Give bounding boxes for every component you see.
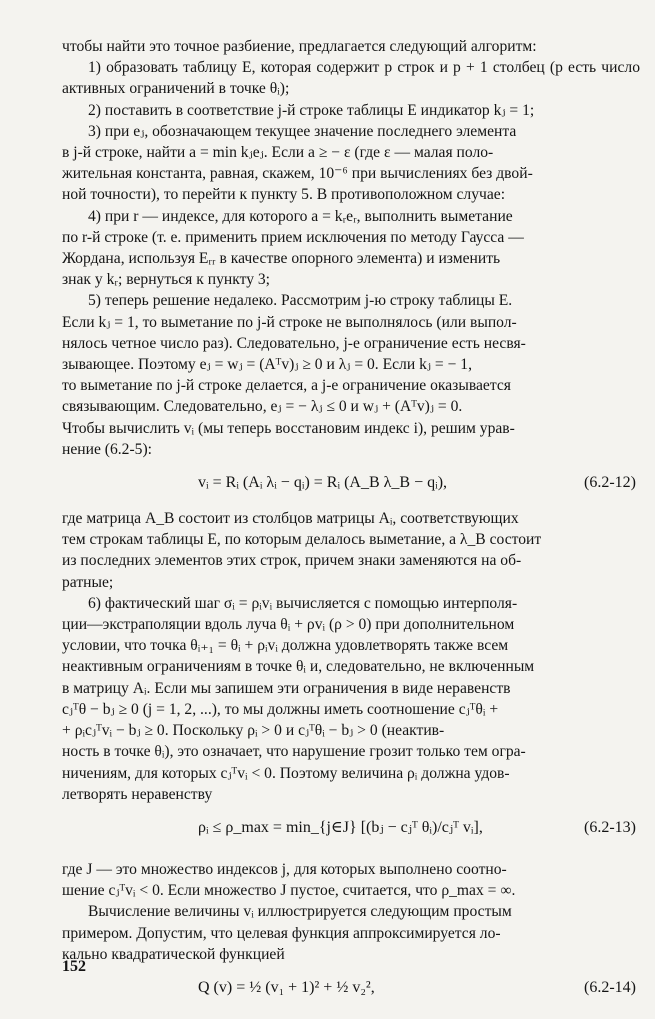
text-line: неактивным ограничениям в точке θᵢ и, следовательно, не включенным: [62, 658, 535, 676]
text-line: летворять неравенству: [62, 785, 213, 803]
text-line: кально квадратической функцией: [62, 945, 285, 963]
text-line: ничениям, для которых cⱼᵀvᵢ < 0. Поэтому величина ρᵢ должна удов-: [62, 764, 510, 782]
page-number: 152: [62, 958, 86, 975]
text-line: зывающее. Поэтому eⱼ = wⱼ = (Aᵀv)ⱼ ≥ 0 и λⱼ = 0. Если kⱼ = − 1,: [62, 356, 472, 374]
text-line: ной точности), то перейти к пункту 5. В противоположном случае:: [62, 186, 506, 204]
text-line: знак у kᵣ; вернуться к пункту 3;: [62, 271, 271, 289]
text-line: 5) теперь решение недалеко. Рассмотрим j-ю строку таблицы E.: [88, 292, 513, 310]
text-line: где J — это множество индексов j, для которых выполнено соотно-: [62, 860, 507, 878]
text-line: 1) образовать таблицу E, которая содержит p строк и p + 1 столбец (p есть число активных ограничений в точке θᵢ);: [62, 59, 640, 98]
text-line: Чтобы вычислить vᵢ (мы теперь восстановим индекс i), решим урав-: [62, 419, 515, 437]
equation-6-2-12: [62, 466, 640, 500]
text-line: в матрицу Aᵢ. Если мы запишем эти ограничения в виде неравенств: [62, 679, 511, 697]
text-line: 4) при r — индексе, для которого a = kᵣeᵣ, выполнить выметание: [88, 207, 513, 225]
equation-number: (6.2-13): [584, 818, 636, 836]
equation-6-2-14: [62, 971, 640, 1011]
text-line: условии, что точка θᵢ₊₁ = θᵢ + ρᵢvᵢ должна удовлетворять также всем: [62, 637, 509, 655]
text-line: связывающим. Следовательно, eⱼ = − λⱼ ≤ 0 и wⱼ + (Aᵀv)ⱼ = 0.: [62, 398, 463, 416]
equation-6-2-13: [62, 811, 640, 851]
text-line: жительная константа, равная, скажем, 10⁻⁶ при вычислениях без двой-: [62, 165, 533, 183]
text-line: по r-й строке (т. е. применить прием исключения по методу Гаусса —: [62, 228, 524, 246]
text-line: Вычисление величины vᵢ иллюстрируется следующим простым: [88, 903, 512, 921]
text-line: то выметание по j-й строке делается, а j-е ограничение оказывается: [62, 377, 511, 395]
equation-body: Q (v) = ½ (v₁ + 1)² + ½ v₂²,: [198, 978, 375, 996]
text-line: Жордана, используя Eᵣᵣ в качестве опорного элемента) и изменить: [62, 250, 501, 268]
text-line: ность в точке θᵢ), это означает, что нарушение грозит только тем огра-: [62, 743, 526, 761]
equation-number: (6.2-14): [584, 978, 636, 996]
text-line: чтобы найти это точное разбиение, предлагается следующий алгоритм:: [62, 38, 537, 55]
text-line: тем строкам таблицы E, по которым делалось выметание, а λ_B состоит: [62, 531, 542, 549]
text-line: Если kⱼ = 1, то выметание по j-й строке не выполнялось (или выпол-: [62, 313, 517, 331]
text-line: ратные;: [62, 573, 114, 591]
text-line: шение cⱼᵀvᵢ < 0. Если множество J пустое, считается, что ρ_max = ∞.: [62, 882, 516, 900]
text-line: 2) поставить в соответствие j-й строке таблицы E индикатор kⱼ = 1;: [88, 101, 535, 119]
text-line: ции—экстраполяции вдоль луча θᵢ + ρvᵢ (ρ > 0) при дополнительном: [62, 616, 515, 634]
text-line: 6) фактический шаг σᵢ = ρᵢvᵢ вычисляется с помощью интерполя-: [88, 594, 518, 612]
text-line: + ρᵢcⱼᵀvᵢ − bⱼ ≥ 0. Поскольку ρᵢ > 0 и cⱼᵀθᵢ − bⱼ > 0 (неактив-: [62, 722, 445, 740]
equation-body: ρᵢ ≤ ρ_max = min_{j∈J} [(bⱼ − cⱼᵀ θᵢ)/cⱼᵀ vᵢ],: [198, 818, 483, 836]
text-line: cⱼᵀθ − bⱼ ≥ 0 (j = 1, 2, ...), то мы должны иметь соотношение cⱼᵀθᵢ +: [62, 700, 499, 718]
text-line: примером. Допустим, что целевая функция аппроксимируется ло-: [62, 924, 501, 942]
equation-body: vᵢ = Rᵢ (Aᵢ λᵢ − qᵢ) = Rᵢ (A_B λ_B − qᵢ),: [198, 474, 448, 492]
text-line: нялось четное число раз). Следовательно, j-е ограничение есть несвя-: [62, 334, 526, 352]
page-text: [62, 36, 640, 1019]
text-line: нение (6.2-5):: [62, 440, 152, 458]
text-line: 3) при eⱼ, обозначающем текущее значение последнего элемента: [88, 122, 517, 140]
text-line: в j-й строке, найти a = min kⱼeⱼ. Если a ≥ − ε (где ε — малая поло-: [62, 144, 494, 162]
text-line: где матрица A_B состоит из столбцов матрицы Aᵢ, соответствующих: [62, 510, 519, 528]
text-line: из последних элементов этих строк, причем знаки заменяются на об-: [62, 552, 522, 570]
equation-number: (6.2-12): [584, 474, 636, 492]
